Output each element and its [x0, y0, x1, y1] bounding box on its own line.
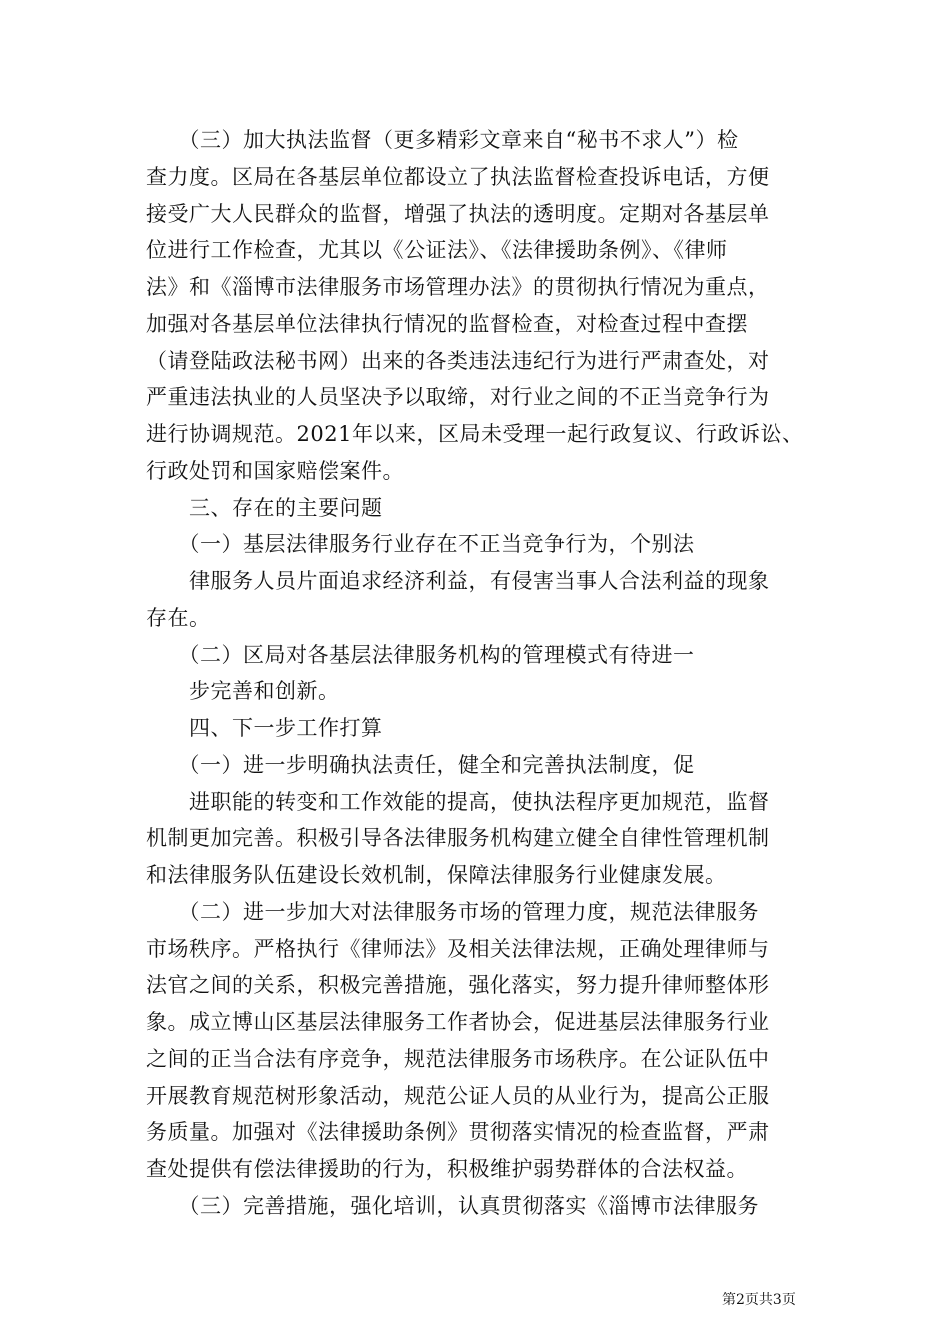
text-line: （请登陆政法秘书网）出来的各类违法违纪行为进行严肃查处，对 [146, 349, 770, 373]
text-line: 开展教育规范树形象活动，规范公证人员的从业行为，提高公正服 [146, 1084, 770, 1108]
text-line: 严重违法执业的人员坚决予以取缔，对行业之间的不正当竞争行为 [146, 385, 770, 409]
text-line: 步完善和创新。 [146, 679, 340, 703]
text-line: （二）区局对各基层法律服务机构的管理模式有待进一 [146, 643, 695, 667]
text-line: 机制更加完善。积极引导各法律服务机构建立健全自律性管理机制 [146, 826, 770, 850]
text-line: （三）完善措施，强化培训，认真贯彻落实《淄博市法律服务 [146, 1194, 759, 1218]
text-line: 进职能的转变和工作效能的提高，使执法程序更加规范，监督 [146, 790, 770, 814]
text-line: （三）加大执法监督（更多精彩文章来自“秘书不求人”）检 [146, 128, 739, 152]
text-line: 市场秩序。严格执行《律师法》及相关法律法规，正确处理律师与 [146, 937, 770, 961]
text-line: 之间的正当合法有序竞争，规范法律服务市场秩序。在公证队伍中 [146, 1047, 770, 1071]
text-line: 律服务人员片面追求经济利益，有侵害当事人合法利益的现象 [146, 569, 770, 593]
text-line: 务质量。加强对《法律援助条例》贯彻落实情况的检查监督，严肃 [146, 1120, 770, 1144]
text-line: 位进行工作检查，尤其以《公证法》、《法律援助条例》、《律师 [146, 238, 728, 262]
text-line: （一）进一步明确执法责任，健全和完善执法制度，促 [146, 753, 695, 777]
text-line: 查处提供有偿法律援助的行为，积极维护弱势群体的合法权益。 [146, 1157, 748, 1181]
text-line: 法》和《淄博市法律服务市场管理办法》的贯彻执行情况为重点， [146, 275, 770, 299]
text-line: （一）基层法律服务行业存在不正当竞争行为，个别法 [146, 532, 695, 556]
text-line: 进行协调规范。2021年以来，区局未受理一起行政复议、行政诉讼、 [146, 422, 804, 446]
section-heading: 三、存在的主要问题 [146, 496, 383, 520]
page-number: 第2页共3页 [722, 1292, 796, 1308]
text-line: 和法律服务队伍建设长效机制，保障法律服务行业健康发展。 [146, 863, 727, 887]
text-line: 接受广大人民群众的监督，增强了执法的透明度。定期对各基层单 [146, 202, 770, 226]
text-line: 存在。 [146, 606, 211, 630]
section-heading: 四、下一步工作打算 [146, 716, 383, 740]
text-line: 象。成立博山区基层法律服务工作者协会，促进基层法律服务行业 [146, 1010, 770, 1034]
text-line: 行政处罚和国家赔偿案件。 [146, 459, 404, 483]
text-line: 查力度。区局在各基层单位都设立了执法监督检查投诉电话，方便 [146, 165, 770, 189]
text-line: （二）进一步加大对法律服务市场的管理力度，规范法律服务 [146, 900, 759, 924]
text-line: 法官之间的关系，积极完善措施，强化落实，努力提升律师整体形 [146, 973, 770, 997]
text-line: 加强对各基层单位法律执行情况的监督检查，对检查过程中查摆 [146, 312, 748, 336]
